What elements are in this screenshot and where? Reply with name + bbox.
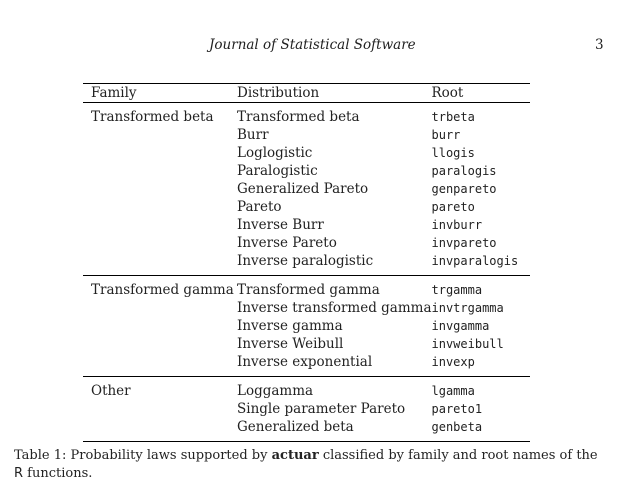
root-cell: paralogis [431, 164, 497, 178]
family-cell: Transformed gamma [91, 282, 234, 298]
group-other [83, 377, 530, 442]
caption-package-name: actuar [271, 448, 319, 463]
table-header [83, 84, 530, 103]
distribution-cell: Inverse exponential [237, 354, 373, 370]
table-row [83, 198, 530, 216]
distribution-cell: Loglogistic [237, 145, 313, 161]
group-transformed-beta [83, 103, 530, 276]
distribution-cell: Inverse paralogistic [237, 253, 374, 269]
distribution-cell: Burr [237, 127, 269, 143]
family-cell [83, 400, 237, 418]
distribution-cell: Generalized Pareto [237, 181, 369, 197]
distribution-cell: Pareto [237, 199, 282, 215]
root-cell: genpareto [431, 182, 497, 196]
distribution-cell: Inverse gamma [237, 318, 343, 334]
distribution-table [83, 83, 530, 442]
family-cell [83, 126, 237, 144]
family-cell: Other [91, 383, 131, 399]
page-number: 3 [595, 37, 604, 53]
table-row [83, 180, 530, 198]
column-header-root: Root [432, 84, 530, 103]
root-cell: invgamma [431, 319, 490, 333]
root-cell: llogis [431, 146, 475, 160]
family-cell [83, 162, 237, 180]
family-cell [83, 144, 237, 162]
root-cell: trbeta [431, 110, 475, 124]
family-cell [83, 335, 237, 353]
caption-suffix: functions. [23, 466, 93, 481]
root-cell: invtrgamma [431, 301, 504, 315]
distribution-cell: Transformed beta [237, 109, 360, 125]
root-cell: pareto [431, 200, 475, 214]
table-row [83, 162, 530, 180]
table-row [83, 400, 530, 418]
distribution-cell: Single parameter Pareto [237, 401, 406, 417]
distribution-cell: Inverse transformed gamma [237, 300, 432, 316]
distribution-cell: Generalized beta [237, 419, 354, 435]
caption-prefix: Table 1: Probability laws supported by [14, 448, 272, 463]
table-row [83, 335, 530, 353]
table-row [83, 103, 530, 127]
distribution-cell: Transformed gamma [237, 282, 380, 298]
table-caption [14, 447, 608, 483]
table-row [83, 126, 530, 144]
family-cell [83, 418, 237, 442]
distribution-cell: Inverse Pareto [237, 235, 337, 251]
table-row [83, 216, 530, 234]
table-row [83, 252, 530, 276]
family-cell [83, 234, 237, 252]
header-row [83, 84, 530, 103]
table-row [83, 377, 530, 401]
table-row [83, 418, 530, 442]
root-cell: invparalogis [431, 254, 519, 268]
table-row [83, 317, 530, 335]
table-row [83, 276, 530, 300]
column-header-distribution: Distribution [237, 84, 432, 103]
root-cell: lgamma [431, 384, 475, 398]
root-cell: trgamma [431, 283, 483, 297]
family-cell: Transformed beta [91, 109, 214, 125]
family-cell [83, 317, 237, 335]
root-cell: burr [431, 128, 461, 142]
family-cell [83, 198, 237, 216]
root-cell: genbeta [431, 420, 483, 434]
caption-middle: classified by family and root names of the [318, 448, 598, 463]
distribution-cell: Loggamma [237, 383, 314, 399]
family-cell [83, 180, 237, 198]
family-cell [83, 252, 237, 276]
group-transformed-gamma [83, 276, 530, 377]
root-cell: invpareto [431, 236, 497, 250]
root-cell: invburr [431, 218, 483, 232]
family-cell [83, 216, 237, 234]
table-row [83, 144, 530, 162]
distribution-cell: Inverse Burr [237, 217, 324, 233]
family-cell [83, 353, 237, 377]
column-header-family: Family [83, 84, 237, 103]
root-cell: pareto1 [431, 402, 483, 416]
distribution-cell: Paralogistic [237, 163, 318, 179]
journal-title: Journal of Statistical Software [209, 37, 416, 53]
table-row [83, 353, 530, 377]
page-header [0, 37, 620, 55]
root-cell: invexp [431, 355, 475, 369]
table-row [83, 299, 530, 317]
caption-language: R [14, 466, 24, 481]
distribution-cell: Inverse Weibull [237, 336, 344, 352]
family-cell [83, 299, 237, 317]
root-cell: invweibull [431, 337, 504, 351]
table-row [83, 234, 530, 252]
